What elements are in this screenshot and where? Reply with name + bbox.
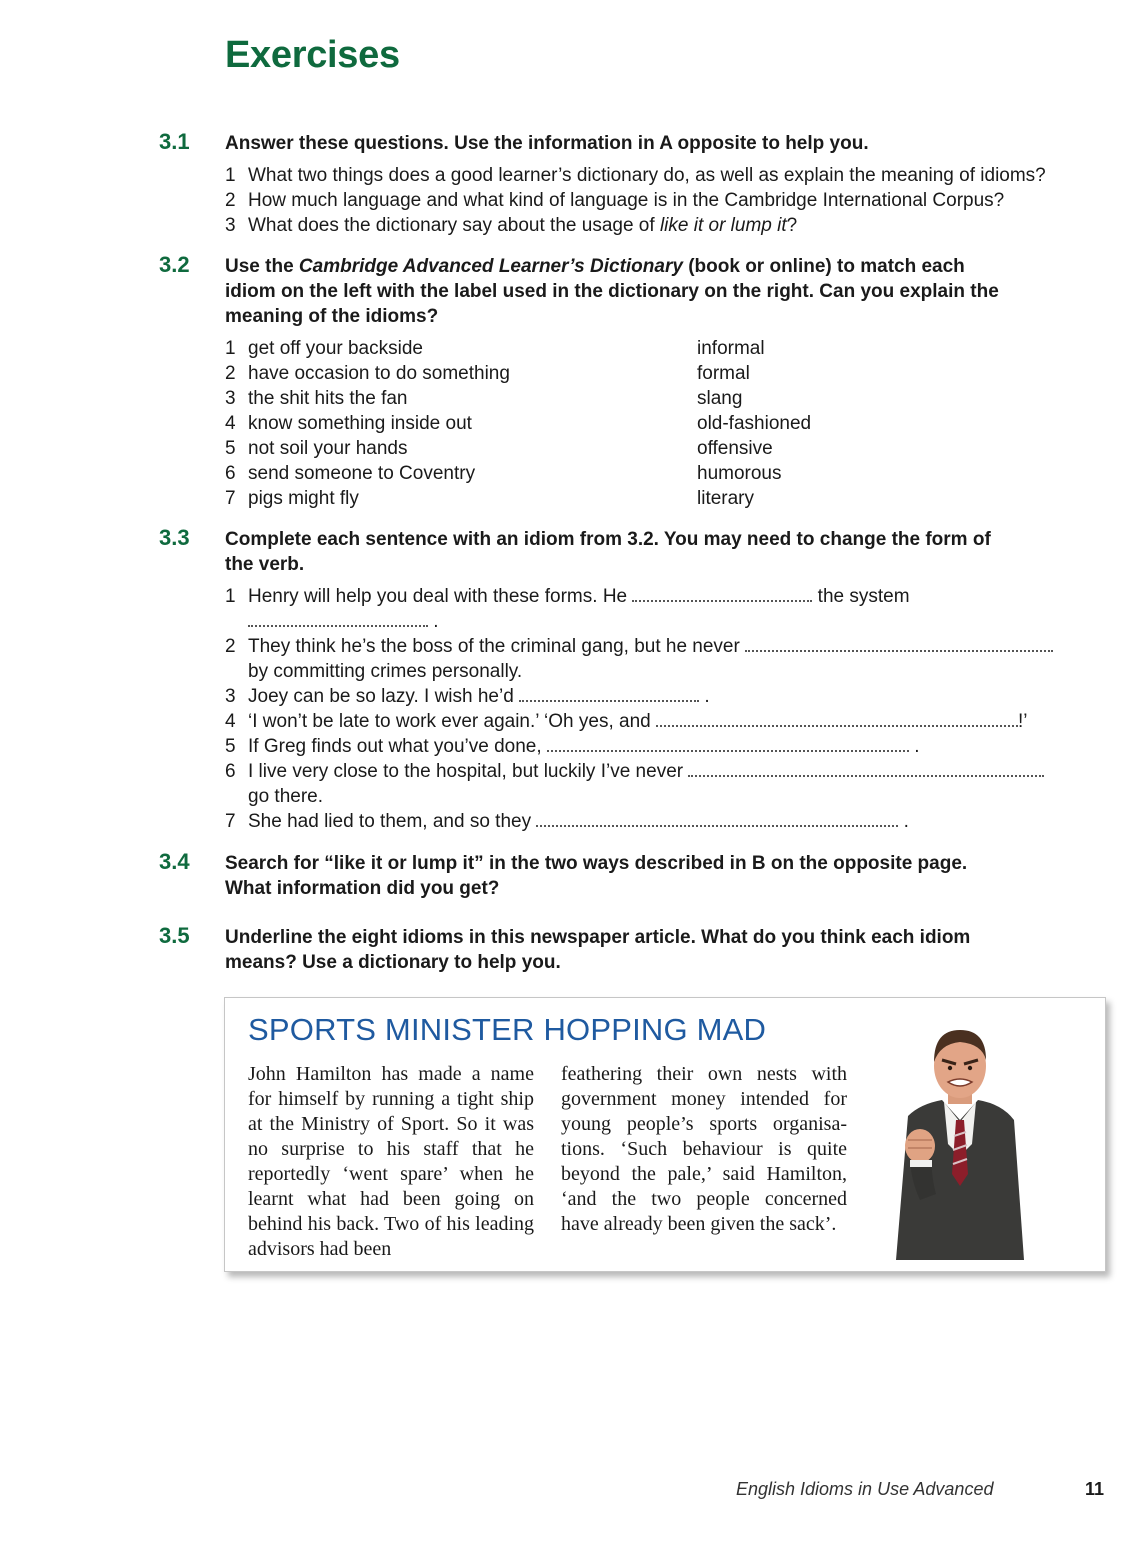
exercise-number: 3.4 <box>159 849 190 874</box>
answer-blank[interactable] <box>745 636 1053 652</box>
exercise-number: 3.1 <box>159 129 190 154</box>
sentence-number: 1 <box>225 586 236 607</box>
sentence-number: 6 <box>225 761 236 782</box>
exercise-instruction: Underline the eight idioms in this newspaper article. What do you think each idiom means? Use a dictionary to help you. <box>225 927 971 973</box>
answer-blank[interactable] <box>519 686 699 702</box>
register-label: informal <box>697 338 765 359</box>
sentence-item <box>225 734 1085 759</box>
idiom-text: send someone to Coventry <box>248 463 476 484</box>
matching-row <box>225 436 1085 461</box>
answer-blank[interactable] <box>656 711 1018 727</box>
question-number: 3 <box>225 215 236 236</box>
question-item <box>225 188 1085 213</box>
sentence-item <box>225 634 1085 684</box>
instruction-text: (book or online) to match each idiom on the left with the label used in the dictionary on the right. Can you explain the meaning of the idioms? <box>225 256 999 327</box>
question-item <box>225 213 1085 238</box>
idiom-text: know something inside out <box>248 413 472 434</box>
page-title: Exercises <box>225 34 400 76</box>
answer-blank[interactable] <box>248 611 428 627</box>
sentence-text: by committing crimes personally. <box>248 661 523 682</box>
exercise-number: 3.3 <box>159 525 190 550</box>
item-number: 1 <box>225 338 236 359</box>
sentence-text: Henry will help you deal with these forms. He <box>248 586 628 607</box>
sentence-number: 2 <box>225 636 236 657</box>
sentence-text: I live very close to the hospital, but luckily I’ve never <box>248 761 684 782</box>
idiom-text: not soil your hands <box>248 438 408 459</box>
matching-row <box>225 411 1085 436</box>
answer-blank[interactable] <box>547 736 909 752</box>
page-number: 11 <box>1085 1479 1105 1499</box>
exercise-instruction: Answer these questions. Use the information in A opposite to help you. <box>225 133 869 154</box>
sentence-punct: . <box>914 736 920 757</box>
answer-blank[interactable] <box>536 811 898 827</box>
sentence-number: 5 <box>225 736 236 757</box>
idiom-text: get off your backside <box>248 338 423 359</box>
article-column-2: feathering their own nests with government money intended for young people’s sports organisations. ‘Such behaviour is quite beyond the pale,’ said Hamilton, ‘and the two people concerned have already been given the sack’. <box>561 1063 847 1235</box>
sentence-number: 4 <box>225 711 236 732</box>
exercise-instruction: Complete each sentence with an idiom from 3.2. You may need to change the form of the verb. <box>225 529 991 575</box>
sentence-text: Joey can be so lazy. I wish he’d <box>248 686 514 707</box>
sentence-text: If Greg finds out what you’ve done, <box>248 736 542 757</box>
sentence-item <box>225 759 1085 809</box>
question-text: What does the dictionary say about the usage of <box>248 215 660 236</box>
matching-row <box>225 486 1085 511</box>
idiom-text: the shit hits the fan <box>248 388 408 409</box>
item-number: 5 <box>225 438 236 459</box>
question-idiom: like it or lump it <box>659 215 787 236</box>
newspaper-article <box>224 997 1106 1272</box>
instruction-title: Cambridge Advanced Learner’s Dictionary <box>298 256 683 277</box>
article-headline: SPORTS MINISTER HOPPING MAD <box>248 1012 767 1047</box>
sentence-text: She had lied to them, and so they <box>248 811 532 832</box>
question-number: 1 <box>225 165 236 186</box>
exercise-instruction <box>225 254 1005 329</box>
register-label: old-fashioned <box>697 413 812 434</box>
sentence-punct: . <box>704 686 710 707</box>
register-label: humorous <box>697 463 782 484</box>
sentence-text: the system <box>817 586 910 607</box>
question-text: What two things does a good learner’s dictionary do, as well as explain the meaning of idioms? <box>248 165 1046 186</box>
exercise-number: 3.5 <box>159 923 190 948</box>
sentence-punct: . <box>433 611 439 632</box>
question-text-end: ? <box>786 215 798 236</box>
item-number: 4 <box>225 413 236 434</box>
item-number: 7 <box>225 488 236 509</box>
item-number: 6 <box>225 463 236 484</box>
register-label: literary <box>697 488 755 509</box>
exercise-instruction: Search for “like it or lump it” in the two ways described in B on the opposite page. What information did you get? <box>225 853 968 899</box>
register-label: offensive <box>697 438 773 459</box>
idiom-text: have occasion to do something <box>248 363 510 384</box>
footer-book-title: English Idioms in Use Advanced <box>736 1479 994 1499</box>
angry-businessman-photo <box>890 1024 1030 1260</box>
matching-row <box>225 461 1085 486</box>
sentence-item <box>225 584 1085 634</box>
register-label: formal <box>697 363 750 384</box>
sentence-punct: . <box>903 811 909 832</box>
sentence-text: go there. <box>248 786 323 807</box>
matching-row <box>225 336 1085 361</box>
sentence-item <box>225 809 1085 834</box>
sentence-text: They think he’s the boss of the criminal gang, but he never <box>248 636 740 657</box>
register-label: slang <box>697 388 743 409</box>
answer-blank[interactable] <box>632 586 812 602</box>
matching-row <box>225 361 1085 386</box>
exercise-number: 3.2 <box>159 252 190 277</box>
idiom-text: pigs might fly <box>248 488 359 509</box>
answer-blank[interactable] <box>688 761 1044 777</box>
item-number: 3 <box>225 388 236 409</box>
article-column-1: John Hamilton has made a name for himself by running a tight ship at the Ministry of Sport. So it was no surprise to his staff that he reportedly ‘went spare’ when he learnt what had been going on behind his back. Two of his leading advisors had been <box>248 1063 534 1260</box>
question-item <box>225 163 1085 188</box>
sentence-number: 7 <box>225 811 236 832</box>
item-number: 2 <box>225 363 236 384</box>
sentence-item <box>225 684 1085 709</box>
sentence-punct: !’ <box>1018 711 1028 732</box>
matching-row <box>225 386 1085 411</box>
sentence-text: ‘I won’t be late to work ever again.’ ‘Oh yes, and <box>248 711 651 732</box>
instruction-text: Use the <box>225 256 299 277</box>
question-text: How much language and what kind of language is in the Cambridge International Corpus? <box>248 190 1005 211</box>
question-number: 2 <box>225 190 236 211</box>
sentence-number: 3 <box>225 686 236 707</box>
sentence-item <box>225 709 1085 734</box>
